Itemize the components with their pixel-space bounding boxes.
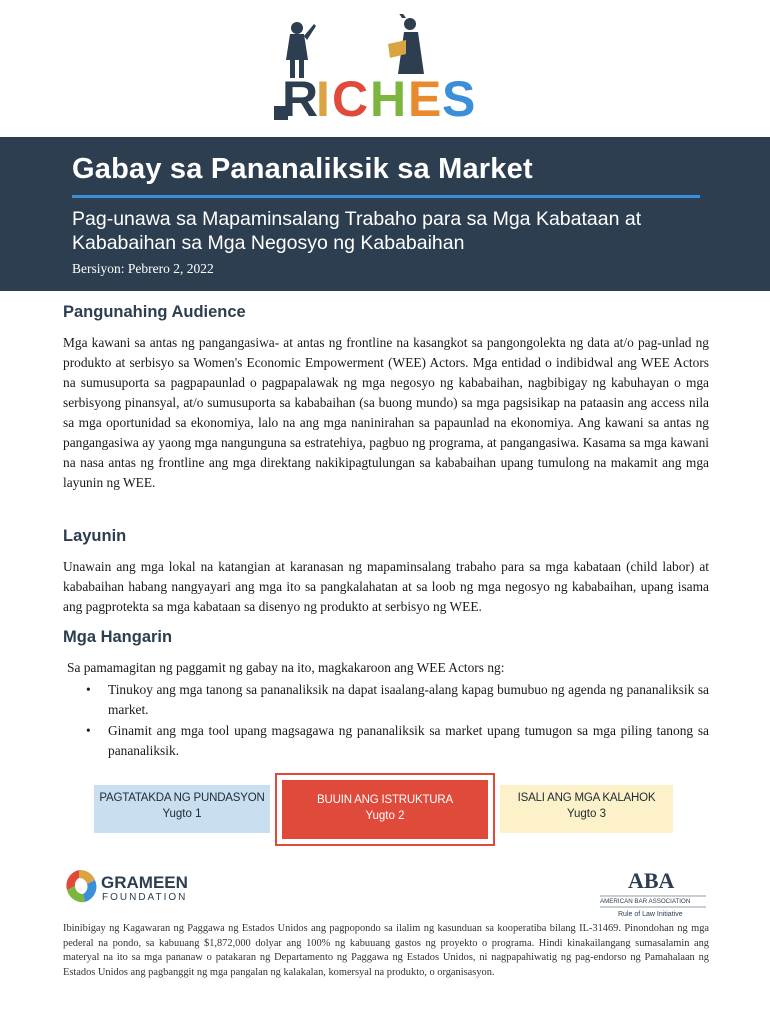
goals-heading: Mga Hangarin (63, 628, 173, 646)
stage-title: ISALI ANG MGA KALAHOK (517, 792, 656, 804)
logo-letter-e: E (408, 71, 442, 124)
funding-disclaimer: Ibinibigay ng Kagawaran ng Paggawa ng Estados Unidos ang pagpopondo sa ilalim ng kasunduan sa kooperatiba bilang IL-31469. Pinondohan ng mga pederal na pondo, sa kabuuang $1,872,000 dolyar ang 100% ng kabuuang gastos ng proyekto o programa. Hindi kinakailangang sumasalamin ang materyal na ito sa mga pananaw o patakaran ng Departamento ng Paggawa ng Estados Unidos, ni nagpapahiwatig ng pag-endorso ng Pamahalaan ng Estados Unidos ang pagbanggit ng mga pangalan ng kalakalan, komersyal na produkto, o organisasyon. (63, 923, 709, 978)
goals-list (86, 680, 709, 762)
stage-title: PAGTATAKDA NG PUNDASYON (99, 792, 265, 804)
objective-heading: Layunin (63, 527, 127, 545)
page-title: Gabay sa Pananaliksik sa Market (72, 153, 533, 185)
goals-intro: Sa pamamagitan ng paggamit ng gabay na ito, magkakaroon ang WEE Actors ng: (67, 660, 505, 675)
grameen-foundation-logo (63, 866, 198, 906)
grameen-mark-icon (66, 870, 96, 902)
aba-logo (598, 866, 708, 921)
aba-name: AMERICAN BAR ASSOCIATION (600, 898, 691, 905)
audience-heading: Pangunahing Audience (63, 303, 246, 321)
audience-body: Mga kawani sa antas ng pangangasiwa- at antas ng frontline na kasangkot sa pangongolekta ng data at/o pag-unlad ng produkto at serbisyo sa Women's Economic Empowerment (WEE) Actors. Mga entidad o indibidwal ang WEE Actors na sumusuporta sa pagpapaunlad o pagpapalawak ng mga negosyo ng kababaihan, nagbibigay ng kabuhayan o mga serbisyong pinansyal, at/o sumusuporta sa kababaihan (sa buong mundo) sa mga pagsisikap na pataasin ang access nila sa mga oportunidad sa ekonomiya, lalo na ang mga naninirahan sa papaunlad na ekonomiya. Ang kawani sa antas ng pangangasiwa ay yaong mga nangunguna sa estratehiya, pagbuo ng programa, at pangangasiwa. Kasama sa mga kawani na nasa antas ng frontline ang mga direktang nakikipagtulungan sa kababaihan upang tumulong na makamit ang mga layunin ng WEE. (63, 335, 709, 490)
riches-logo (270, 14, 500, 124)
bullet-icon: • (86, 682, 91, 697)
logo-letter-r: R (282, 71, 319, 124)
stage-step: Yugto 2 (365, 810, 405, 822)
stage-2-box (282, 780, 488, 839)
logo-letter-h: H (370, 71, 407, 124)
aba-mark: ABA (628, 868, 675, 893)
stage-3-box (500, 785, 673, 833)
child-figure-icon (286, 22, 316, 78)
grameen-sub: FOUNDATION (102, 892, 188, 903)
list-item (86, 721, 709, 761)
goal-text: Ginamit ang mga tool upang magsagawa ng pananaliksik sa market upang tumugon sa mga piling tanong sa pananaliksik. (108, 723, 709, 758)
goal-text: Tinukoy ang mga tanong sa pananaliksik na dapat isaalang-alang kapag bumubuo ng agenda ng pananaliksik sa market. (108, 682, 709, 717)
stage-title: BUUIN ANG ISTRUKTURA (317, 794, 453, 806)
list-item (86, 680, 709, 720)
logo-letter-s: S (442, 71, 476, 124)
woman-figure-icon (388, 14, 424, 74)
logo-letter-c: C (332, 71, 369, 124)
title-banner (0, 137, 770, 291)
title-divider (72, 195, 700, 198)
stage-step: Yugto 1 (162, 808, 202, 820)
logo-letter-i: I (316, 71, 330, 124)
stage-step: Yugto 3 (566, 808, 606, 820)
objective-body: Unawain ang mga lokal na katangian at karanasan ng mapaminsalang trabaho para sa mga kabataan (child labor) at kababaihan habang nangyayari ang mga ito sa pangkalahatan at sa loob ng mga negosyo ng kababaihan, upang isama ang pagprotekta sa mga kabataan sa disenyo ng produkto at serbisyo ng WEE. (63, 559, 709, 614)
page-subtitle: Pag-unawa sa Mapaminsalang Trabaho para sa Mga Kabataan at Kababaihan sa Mga Negosyo ng Kababaihan (72, 208, 642, 254)
bullet-icon: • (86, 723, 91, 738)
version-label: Bersiyon: Pebrero 2, 2022 (72, 261, 214, 276)
aba-sub: Rule of Law Initiative (618, 911, 683, 918)
grameen-name: GRAMEEN (101, 873, 188, 892)
stage-1-box (94, 785, 270, 833)
